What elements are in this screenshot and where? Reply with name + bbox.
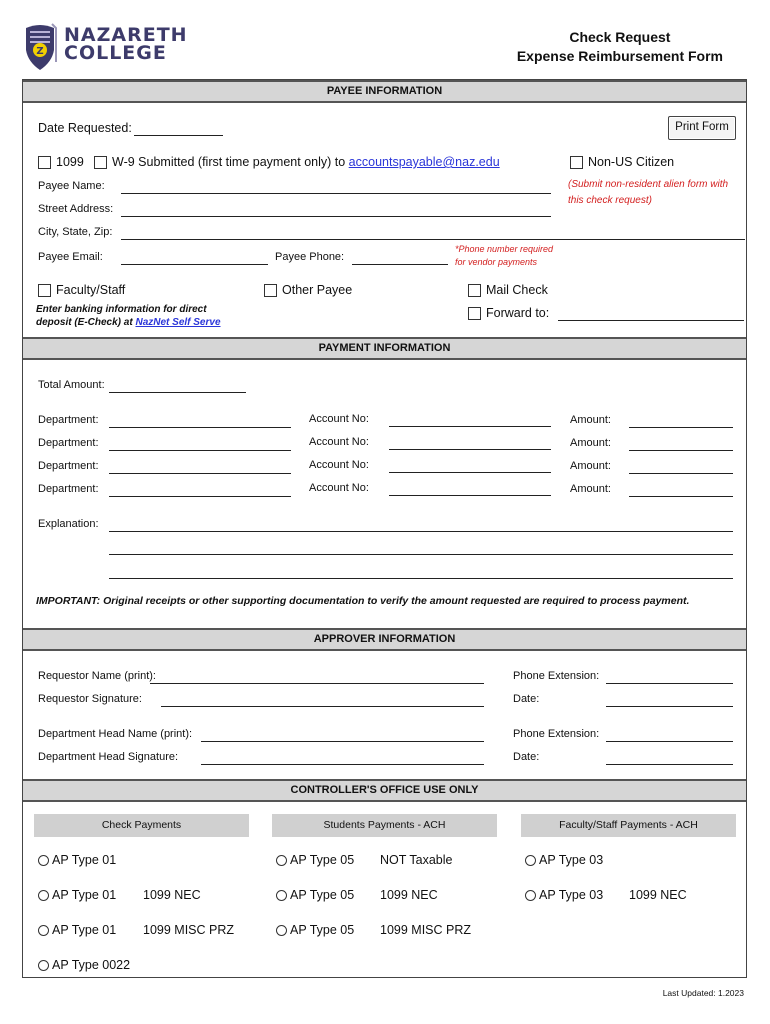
radio-check-ap01-misc[interactable]	[38, 925, 49, 936]
student-nec-label: 1099 NEC	[380, 888, 438, 902]
dept-head-signature-field[interactable]	[201, 764, 484, 765]
dept-head-signature-label: Department Head Signature:	[38, 751, 179, 763]
radio-student-ap05-label: AP Type 05	[290, 853, 355, 867]
requestor-date-label: Date:	[513, 693, 540, 705]
form-title	[517, 28, 723, 66]
print-form-button[interactable]: Print Form	[668, 116, 736, 140]
account-no-label-3: Account No:	[309, 459, 369, 471]
account-no-field-3[interactable]	[389, 472, 551, 473]
checkbox-w9[interactable]	[94, 156, 107, 169]
checkbox-mail-check[interactable]	[468, 284, 481, 297]
requestor-name-field[interactable]	[150, 683, 484, 684]
radio-check-ap0022-label: AP Type 0022	[52, 958, 131, 972]
dept-head-name-label: Department Head Name (print):	[38, 728, 193, 740]
dept-head-date-label: Date:	[513, 751, 540, 763]
check-misc-label: 1099 MISC PRZ	[143, 923, 235, 937]
radio-check-ap01[interactable]	[38, 855, 49, 866]
svg-text:Z: Z	[36, 46, 44, 57]
shield-logo-icon	[22, 22, 58, 72]
checkbox-1099-label: 1099	[56, 155, 84, 169]
payee-phone-label: Payee Phone:	[275, 251, 345, 263]
naznet-self-serve-link[interactable]: NazNet Self Serve	[135, 317, 221, 328]
radio-check-ap01-label: AP Type 01	[52, 853, 117, 867]
student-misc-label: 1099 MISC PRZ	[380, 923, 472, 937]
college-logo	[22, 22, 188, 72]
section-controller-header: CONTROLLER'S OFFICE USE ONLY	[23, 779, 746, 802]
requestor-name-label: Requestor Name (print):	[38, 670, 156, 682]
checkbox-forward-to[interactable]	[468, 307, 481, 320]
logo-text-line1: NAZARETH	[64, 24, 188, 46]
total-amount-label: Total Amount:	[38, 379, 105, 391]
student-payments-header: Students Payments - ACH	[272, 814, 497, 837]
w9-label-text: W-9 Submitted (first time payment only) to	[112, 155, 346, 169]
payee-name-field[interactable]	[121, 193, 551, 194]
department-label-4: Department:	[38, 483, 99, 495]
amount-field-2[interactable]	[629, 450, 733, 451]
logo-text-line2: COLLEGE	[64, 42, 167, 64]
account-no-field-2[interactable]	[389, 449, 551, 450]
amount-label-2: Amount:	[570, 437, 611, 449]
checkbox-1099[interactable]	[38, 156, 51, 169]
checkbox-non-us-citizen[interactable]	[570, 156, 583, 169]
payee-phone-field[interactable]	[352, 264, 448, 265]
radio-student-ap05-misc[interactable]	[276, 925, 287, 936]
checkbox-faculty-staff[interactable]	[38, 284, 51, 297]
explanation-line-3[interactable]	[109, 578, 733, 579]
non-us-note-line2: this check request)	[568, 195, 652, 206]
explanation-label: Explanation:	[38, 518, 99, 530]
banking-note-line1: Enter banking information for direct	[36, 304, 207, 315]
amount-label-3: Amount:	[570, 460, 611, 472]
checkbox-w9-label	[112, 155, 500, 169]
payee-email-field[interactable]	[121, 264, 268, 265]
explanation-line-2[interactable]	[109, 554, 733, 555]
form-frame	[22, 79, 747, 978]
department-label-2: Department:	[38, 437, 99, 449]
student-not-taxable-label: NOT Taxable	[380, 853, 453, 867]
department-field-4[interactable]	[109, 496, 291, 497]
radio-student-ap05-nec[interactable]	[276, 890, 287, 901]
radio-faculty-ap03-label: AP Type 03	[539, 853, 604, 867]
requestor-signature-label: Requestor Signature:	[38, 693, 142, 705]
radio-check-ap0022[interactable]	[38, 960, 49, 971]
amount-label-4: Amount:	[570, 483, 611, 495]
dept-head-phone-ext-field[interactable]	[606, 741, 733, 742]
mail-check-label: Mail Check	[486, 283, 548, 297]
radio-faculty-ap03-nec-label: AP Type 03	[539, 888, 604, 902]
section-payee-header: PAYEE INFORMATION	[23, 80, 746, 103]
date-requested-label: Date Requested:	[38, 121, 132, 135]
radio-faculty-ap03-nec[interactable]	[525, 890, 536, 901]
city-state-zip-field[interactable]	[121, 239, 745, 240]
amount-field-3[interactable]	[629, 473, 733, 474]
radio-check-ap01-nec[interactable]	[38, 890, 49, 901]
dept-head-phone-ext-label: Phone Extension:	[513, 728, 600, 740]
accounts-payable-email-link[interactable]: accountspayable@naz.edu	[348, 155, 500, 169]
city-state-zip-label: City, State, Zip:	[38, 226, 113, 238]
radio-student-ap05[interactable]	[276, 855, 287, 866]
department-field-3[interactable]	[109, 473, 291, 474]
date-requested-field[interactable]	[134, 135, 223, 136]
street-address-field[interactable]	[121, 216, 551, 217]
street-address-label: Street Address:	[38, 203, 114, 215]
faculty-nec-label: 1099 NEC	[629, 888, 687, 902]
faculty-payments-header: Faculty/Staff Payments - ACH	[521, 814, 736, 837]
radio-check-ap01-misc-label: AP Type 01	[52, 923, 117, 937]
dept-head-name-field[interactable]	[201, 741, 484, 742]
phone-note-line2: for vendor payments	[455, 257, 538, 267]
other-payee-label: Other Payee	[282, 283, 353, 297]
department-field-1[interactable]	[109, 427, 291, 428]
banking-note-line2	[36, 316, 221, 329]
amount-label-1: Amount:	[570, 414, 611, 426]
non-us-note-line1: (Submit non-resident alien form with	[568, 179, 729, 190]
requestor-date-field[interactable]	[606, 706, 733, 707]
faculty-staff-label: Faculty/Staff	[56, 283, 126, 297]
account-no-field-1[interactable]	[389, 426, 551, 427]
radio-check-ap01-nec-label: AP Type 01	[52, 888, 117, 902]
section-approver-header: APPROVER INFORMATION	[23, 628, 746, 651]
total-amount-field[interactable]	[109, 392, 246, 393]
last-updated-text: Last Updated: 1.2023	[662, 988, 744, 998]
banking-note-text: deposit (E-Check) at	[36, 317, 133, 328]
department-label-1: Department:	[38, 414, 99, 426]
radio-student-ap05-nec-label: AP Type 05	[290, 888, 355, 902]
phone-note-line1: *Phone number required	[455, 244, 554, 254]
amount-field-1[interactable]	[629, 427, 733, 428]
department-label-3: Department:	[38, 460, 99, 472]
important-notice: IMPORTANT: Original receipts or other supporting documentation to verify the amount requested are required to process payment.	[36, 595, 690, 607]
account-no-label-1: Account No:	[309, 413, 369, 425]
form-title-line2: Expense Reimbursement Form	[516, 48, 723, 64]
form-title-line1: Check Request	[569, 29, 671, 45]
payee-name-label: Payee Name:	[38, 180, 105, 192]
requestor-phone-ext-field[interactable]	[606, 683, 733, 684]
forward-to-label: Forward to:	[486, 306, 550, 320]
dept-head-date-field[interactable]	[606, 764, 733, 765]
checkbox-other-payee[interactable]	[264, 284, 277, 297]
account-no-label-2: Account No:	[309, 436, 369, 448]
requestor-signature-field[interactable]	[161, 706, 484, 707]
account-no-label-4: Account No:	[309, 482, 369, 494]
explanation-line-1[interactable]	[109, 531, 733, 532]
radio-faculty-ap03[interactable]	[525, 855, 536, 866]
account-no-field-4[interactable]	[389, 495, 551, 496]
check-nec-label: 1099 NEC	[143, 888, 201, 902]
section-payment-header: PAYMENT INFORMATION	[23, 337, 746, 360]
requestor-phone-ext-label: Phone Extension:	[513, 670, 600, 682]
check-payments-header: Check Payments	[34, 814, 249, 837]
department-field-2[interactable]	[109, 450, 291, 451]
non-us-citizen-label: Non-US Citizen	[588, 155, 675, 169]
forward-to-field[interactable]	[558, 320, 744, 321]
amount-field-4[interactable]	[629, 496, 733, 497]
radio-student-ap05-misc-label: AP Type 05	[290, 923, 355, 937]
payee-email-label: Payee Email:	[38, 251, 103, 263]
